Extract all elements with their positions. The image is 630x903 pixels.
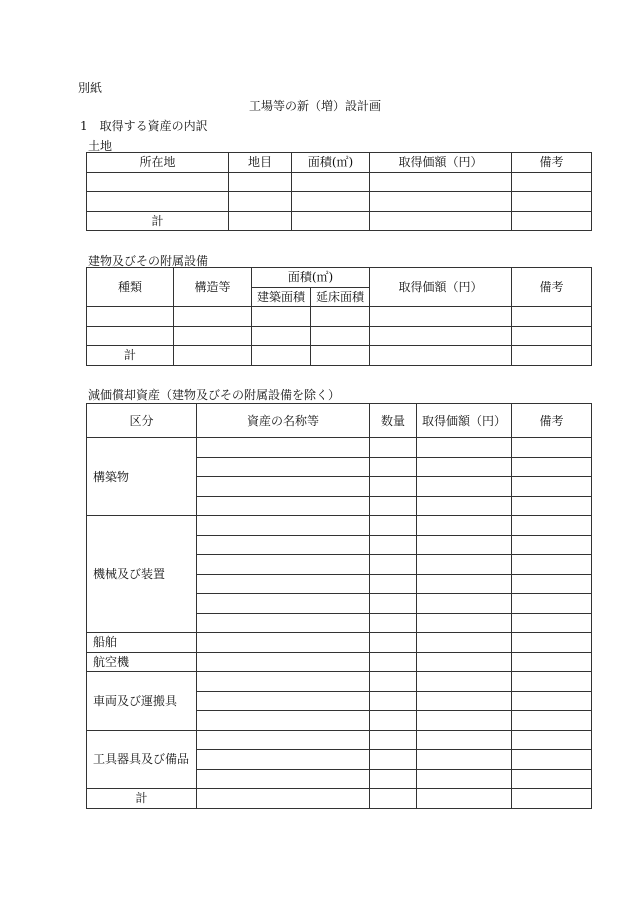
cell-structure[interactable] [174, 307, 252, 327]
cell-price[interactable] [417, 652, 512, 672]
table-row [87, 438, 592, 458]
cell-quantity[interactable] [370, 672, 417, 692]
cell-quantity[interactable] [370, 496, 417, 516]
cell-area[interactable] [292, 211, 370, 231]
cell-name[interactable] [197, 574, 370, 594]
cell-price[interactable] [417, 672, 512, 692]
cell-floor-area[interactable] [311, 326, 370, 346]
cell-price[interactable] [417, 555, 512, 575]
category-machinery: 機械及び装置 [87, 516, 197, 633]
header-remarks: 備考 [512, 153, 592, 173]
cell-quantity[interactable] [370, 555, 417, 575]
depreciable-heading: 減価償却資産（建物及びその附属設備を除く） [88, 388, 341, 402]
buildings-heading: 建物及びその附属設備 [88, 254, 209, 268]
cell-name[interactable] [197, 730, 370, 750]
cell-structure[interactable] [174, 346, 252, 366]
cell-quantity[interactable] [370, 789, 417, 809]
header-location: 所在地 [87, 153, 229, 173]
cell-quantity[interactable] [370, 457, 417, 477]
category-ships: 船舶 [87, 633, 197, 653]
cell-quantity[interactable] [370, 594, 417, 614]
header-price: 取得価額（円） [370, 268, 512, 307]
cell-price[interactable] [417, 750, 512, 770]
cell-name[interactable] [197, 457, 370, 477]
cell-remarks[interactable] [512, 711, 592, 731]
cell-quantity[interactable] [370, 438, 417, 458]
header-structure: 構造等 [174, 268, 252, 307]
table-row [87, 633, 592, 653]
cell-name[interactable] [197, 672, 370, 692]
cell-price[interactable] [417, 769, 512, 789]
cell-category[interactable] [229, 172, 292, 192]
header-area: 面積(㎡) [252, 268, 370, 288]
cell-price[interactable] [370, 192, 512, 212]
header-price: 取得価額（円） [417, 404, 512, 438]
cell-remarks[interactable] [512, 652, 592, 672]
cell-name[interactable] [197, 789, 370, 809]
cell-remarks[interactable] [512, 516, 592, 536]
cell-building-area[interactable] [252, 307, 311, 327]
category-tools: 工具器具及び備品 [87, 730, 197, 789]
total-label: 計 [87, 211, 229, 231]
cell-remarks[interactable] [512, 192, 592, 212]
cell-quantity[interactable] [370, 769, 417, 789]
header-name: 資産の名称等 [197, 404, 370, 438]
cell-location[interactable] [87, 172, 229, 192]
cell-remarks[interactable] [512, 496, 592, 516]
cell-name[interactable] [197, 555, 370, 575]
cell-price[interactable] [370, 346, 512, 366]
table-header-row [87, 268, 592, 288]
cell-price[interactable] [417, 711, 512, 731]
cell-remarks[interactable] [512, 457, 592, 477]
cell-price[interactable] [417, 730, 512, 750]
cell-price[interactable] [417, 594, 512, 614]
total-label: 計 [87, 789, 197, 809]
table-row [87, 172, 592, 192]
document-title: 工場等の新（増）設計画 [248, 99, 381, 113]
total-label: 計 [87, 346, 174, 366]
cell-price[interactable] [417, 633, 512, 653]
table-row [87, 730, 592, 750]
cell-quantity[interactable] [370, 652, 417, 672]
header-building-area: 建築面積 [252, 287, 311, 307]
cell-name[interactable] [197, 438, 370, 458]
cell-quantity[interactable] [370, 477, 417, 497]
cell-remarks[interactable] [512, 535, 592, 555]
cell-remarks[interactable] [512, 172, 592, 192]
cell-quantity[interactable] [370, 691, 417, 711]
cell-floor-area[interactable] [311, 307, 370, 327]
cell-remarks[interactable] [512, 346, 592, 366]
cell-name[interactable] [197, 477, 370, 497]
cell-type[interactable] [87, 307, 174, 327]
cell-quantity[interactable] [370, 516, 417, 536]
cell-remarks[interactable] [512, 594, 592, 614]
cell-price[interactable] [417, 613, 512, 633]
cell-remarks[interactable] [512, 477, 592, 497]
cell-name[interactable] [197, 516, 370, 536]
cell-remarks[interactable] [512, 769, 592, 789]
section-title: 取得する資産の内訳 [99, 119, 208, 133]
cell-name[interactable] [197, 652, 370, 672]
cell-remarks[interactable] [512, 730, 592, 750]
header-quantity: 数量 [370, 404, 417, 438]
cell-building-area[interactable] [252, 346, 311, 366]
header-remarks: 備考 [512, 268, 592, 307]
header-price: 取得価額（円） [370, 153, 512, 173]
cell-price[interactable] [417, 457, 512, 477]
cell-price[interactable] [417, 789, 512, 809]
cell-remarks[interactable] [512, 613, 592, 633]
category-aircraft: 航空機 [87, 652, 197, 672]
table-header-row [87, 404, 592, 438]
cell-remarks[interactable] [512, 555, 592, 575]
cell-remarks[interactable] [512, 789, 592, 809]
cell-name[interactable] [197, 769, 370, 789]
category-structures: 構築物 [87, 438, 197, 516]
total-row [87, 346, 592, 366]
annex-label: 別紙 [78, 81, 103, 95]
cell-price[interactable] [370, 172, 512, 192]
cell-remarks[interactable] [512, 672, 592, 692]
total-row [87, 211, 592, 231]
category-vehicles: 車両及び運搬具 [87, 672, 197, 731]
cell-quantity[interactable] [370, 750, 417, 770]
cell-name[interactable] [197, 750, 370, 770]
header-category: 区分 [87, 404, 197, 438]
cell-price[interactable] [417, 516, 512, 536]
cell-quantity[interactable] [370, 711, 417, 731]
cell-remarks[interactable] [512, 750, 592, 770]
table-row [87, 326, 592, 346]
cell-remarks[interactable] [512, 691, 592, 711]
cell-price[interactable] [417, 477, 512, 497]
buildings-table [86, 267, 592, 366]
cell-quantity[interactable] [370, 574, 417, 594]
table-row [87, 192, 592, 212]
table-header-row [87, 153, 592, 173]
cell-price[interactable] [417, 438, 512, 458]
cell-remarks[interactable] [512, 574, 592, 594]
cell-remarks[interactable] [512, 211, 592, 231]
land-heading: 土地 [88, 139, 113, 153]
cell-price[interactable] [417, 574, 512, 594]
cell-price[interactable] [370, 211, 512, 231]
header-remarks: 備考 [512, 404, 592, 438]
cell-remarks[interactable] [512, 326, 592, 346]
table-row [87, 307, 592, 327]
cell-name[interactable] [197, 594, 370, 614]
total-row [87, 789, 592, 809]
land-table [86, 152, 592, 231]
cell-name[interactable] [197, 711, 370, 731]
cell-area[interactable] [292, 192, 370, 212]
cell-name[interactable] [197, 535, 370, 555]
cell-price[interactable] [370, 326, 512, 346]
cell-area[interactable] [292, 172, 370, 192]
cell-remarks[interactable] [512, 307, 592, 327]
table-row [87, 516, 592, 536]
cell-quantity[interactable] [370, 613, 417, 633]
cell-remarks[interactable] [512, 633, 592, 653]
table-row [87, 672, 592, 692]
cell-quantity[interactable] [370, 535, 417, 555]
section-heading [80, 120, 208, 132]
header-floor-area: 延床面積 [311, 287, 370, 307]
cell-remarks[interactable] [512, 438, 592, 458]
cell-price[interactable] [417, 535, 512, 555]
header-category: 地目 [229, 153, 292, 173]
cell-name[interactable] [197, 633, 370, 653]
cell-category[interactable] [229, 192, 292, 212]
cell-name[interactable] [197, 691, 370, 711]
cell-name[interactable] [197, 496, 370, 516]
cell-quantity[interactable] [370, 633, 417, 653]
cell-floor-area[interactable] [311, 346, 370, 366]
cell-location[interactable] [87, 192, 229, 212]
header-area: 面積(㎡) [292, 153, 370, 173]
cell-quantity[interactable] [370, 730, 417, 750]
depreciable-table [86, 403, 592, 809]
table-row [87, 652, 592, 672]
section-number: 1 [80, 119, 88, 133]
cell-type[interactable] [87, 326, 174, 346]
cell-price[interactable] [417, 691, 512, 711]
cell-structure[interactable] [174, 326, 252, 346]
cell-price[interactable] [370, 307, 512, 327]
cell-name[interactable] [197, 613, 370, 633]
header-type: 種類 [87, 268, 174, 307]
cell-price[interactable] [417, 496, 512, 516]
cell-category[interactable] [229, 211, 292, 231]
cell-building-area[interactable] [252, 326, 311, 346]
